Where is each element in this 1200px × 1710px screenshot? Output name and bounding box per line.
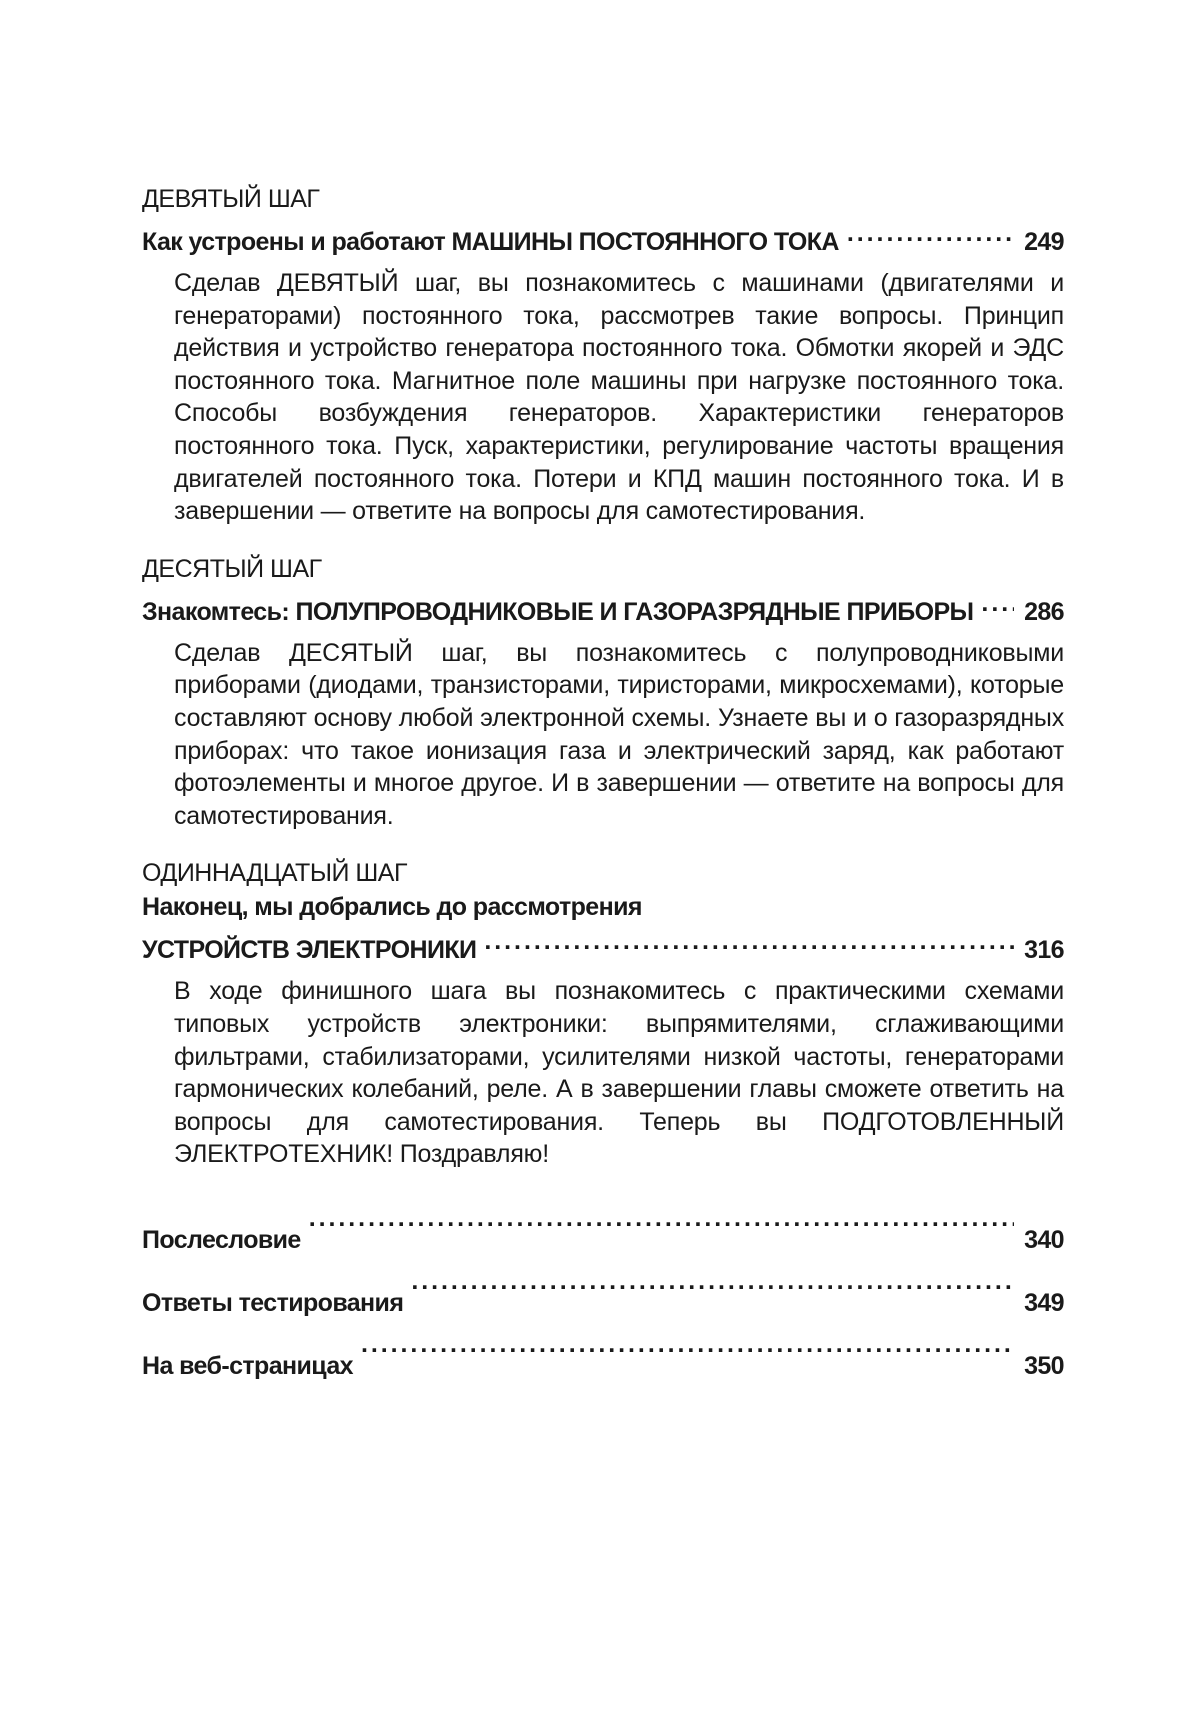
toc-tail-entries — [142, 1201, 1064, 1390]
toc-entry-title: Как устроены и работают МАШИНЫ ПОСТОЯННОГО ТОКА — [142, 228, 839, 256]
toc-entry-title: На веб-страницах — [142, 1351, 353, 1380]
toc-entry-page: 340 — [1024, 1225, 1064, 1254]
toc-entry[interactable] — [142, 924, 1064, 967]
step-label: ДЕВЯТЫЙ ШАГ — [142, 185, 320, 213]
toc-entry-web-pages[interactable] — [142, 1327, 1064, 1390]
toc-entry[interactable] — [142, 586, 1064, 629]
toc-entry-title: Послесловие — [142, 1225, 301, 1254]
step-label: ДЕСЯТЫЙ ШАГ — [142, 554, 322, 583]
dot-leader — [361, 1327, 1014, 1374]
dot-leader — [411, 1264, 1014, 1311]
dot-leader — [981, 586, 1014, 620]
step-label: ОДИННАДЦАТЫЙ ШАГ — [142, 859, 407, 888]
toc-entry-page: 316 — [1024, 936, 1064, 965]
toc-entry-title: Знакомтесь: ПОЛУПРОВОДНИКОВЫЕ И ГАЗОРАЗРЯДНЫЕ ПРИБОРЫ — [142, 597, 974, 626]
dot-leader — [309, 1201, 1014, 1248]
toc-entry[interactable] — [142, 216, 1064, 259]
toc-section-step-9 — [142, 182, 1064, 528]
toc-entry-page: 349 — [1024, 1288, 1064, 1317]
toc-entry-page: 286 — [1024, 597, 1064, 626]
toc-section-step-11 — [142, 856, 1064, 1171]
toc-section-step-10 — [142, 552, 1064, 833]
section-description: Сделав ДЕВЯТЫЙ шаг, вы познакомитесь с машинами (двигателями и генераторами) постоянного тока, рассмотрев такие вопросы. Принцип действия и устройство генератора постоянного тока. Обмотки якорей и ЭДС постоянного тока. Магнитное поле машины при нагрузке постоянного тока. Способы возбуждения генераторов. Характеристики генераторов постоянного тока. Пуск, характеристики, регулирование частоты вращения двигателей постоянного тока. Потери и КПД машин постоянного тока. И в завершении — ответите на вопросы для самотестирования. — [174, 269, 1064, 526]
toc-entry-title: УСТРОЙСТВ ЭЛЕКТРОНИКИ — [142, 936, 477, 965]
toc-entry-title: Ответы тестирования — [142, 1288, 404, 1317]
toc-entry-title-line1: Наконец, мы добрались до рассмотрения — [142, 893, 642, 922]
section-description: В ходе финишного шага вы познакомитесь с практическими схемами типовых устройств электроники: выпрямителями, сглаживающими фильтрами, стабилизаторами, усилителями низкой частоты, генераторами гармонических колебаний, реле. А в завершении главы сможете ответить на вопросы для самотестирования. Теперь вы ПОДГОТОВЛЕННЫЙ ЭЛЕКТРОТЕХНИК! Поздравляю! — [174, 977, 1064, 1169]
dot-leader — [847, 216, 1014, 250]
toc-page — [142, 182, 1064, 1390]
toc-entry-answers[interactable] — [142, 1264, 1064, 1327]
section-description: Сделав ДЕСЯТЫЙ шаг, вы познакомитесь с полупроводниковыми приборами (диодами, транзисторами, тиристорами, микросхемами), которые составляют основу любой электронной схемы. Узнаете вы и о газоразрядных приборах: что такое ионизация газа и электрический заряд, как работают фотоэлементы и многое другое. И в завершении — ответите на вопросы для самотестирования. — [174, 638, 1064, 830]
toc-entry-page: 350 — [1024, 1351, 1064, 1380]
dot-leader — [484, 924, 1014, 958]
toc-entry-afterword[interactable] — [142, 1201, 1064, 1264]
toc-entry-page: 249 — [1024, 228, 1064, 256]
